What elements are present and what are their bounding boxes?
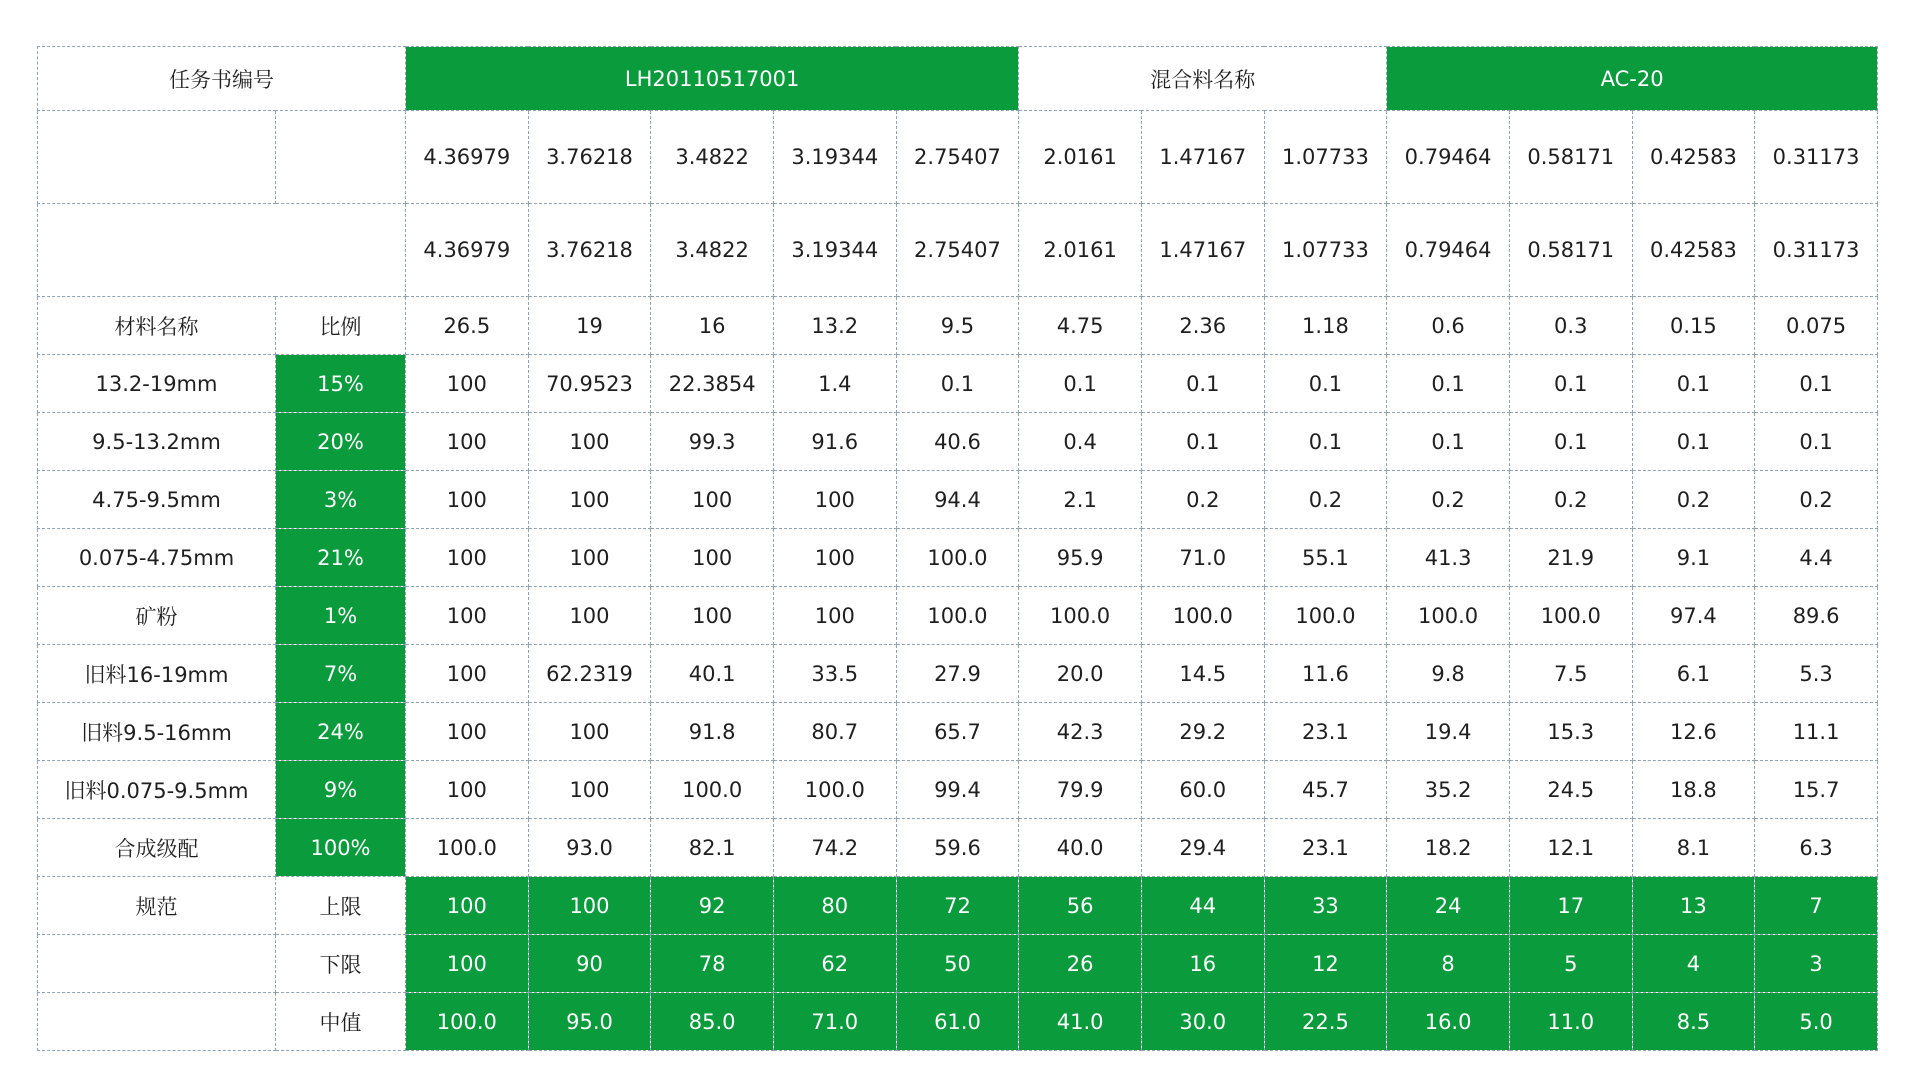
- material-name: 旧料9.5-16mm: [38, 703, 276, 761]
- passing-percent-cell[interactable]: 0.2: [1509, 471, 1632, 529]
- passing-percent-cell[interactable]: 70.9523: [528, 355, 651, 413]
- material-row: [38, 645, 1878, 703]
- sieve-size-cell: 26.5: [406, 297, 529, 355]
- spec-value-cell: 80: [773, 877, 896, 935]
- passing-percent-cell[interactable]: 35.2: [1387, 761, 1510, 819]
- spec-value-cell: 13: [1632, 877, 1755, 935]
- spec-value-cell: 85.0: [651, 993, 774, 1051]
- passing-percent-cell[interactable]: 79.9: [1019, 761, 1142, 819]
- passing-percent-cell[interactable]: 19.4: [1387, 703, 1510, 761]
- ratio-header: 比例: [276, 297, 406, 355]
- passing-percent-cell[interactable]: 100: [773, 587, 896, 645]
- passing-percent-cell[interactable]: 45.7: [1264, 761, 1387, 819]
- material-name-header: 材料名称: [38, 297, 276, 355]
- coefficient-cell[interactable]: 0.42583: [1632, 204, 1755, 297]
- sieve-size-cell: 9.5: [896, 297, 1019, 355]
- passing-percent-cell[interactable]: 20.0: [1019, 645, 1142, 703]
- material-row: [38, 703, 1878, 761]
- sieve-size-cell: 19: [528, 297, 651, 355]
- passing-percent-cell[interactable]: 40.1: [651, 645, 774, 703]
- passing-percent-cell[interactable]: 99.3: [651, 413, 774, 471]
- composite-value-cell: 74.2: [773, 819, 896, 877]
- passing-percent-cell[interactable]: 0.1: [1019, 355, 1142, 413]
- material-ratio[interactable]: 3%: [276, 471, 406, 529]
- sieve-size-cell: 0.3: [1509, 297, 1632, 355]
- spec-row: [38, 935, 1878, 993]
- coefficient-cell[interactable]: 0.31173: [1755, 111, 1878, 204]
- composite-value-cell: 100.0: [406, 819, 529, 877]
- spec-value-cell: 5.0: [1755, 993, 1878, 1051]
- passing-percent-cell[interactable]: 14.5: [1141, 645, 1264, 703]
- sieve-size-cell: 0.075: [1755, 297, 1878, 355]
- passing-percent-cell[interactable]: 18.8: [1632, 761, 1755, 819]
- coefficient-cell[interactable]: 2.75407: [896, 204, 1019, 297]
- spec-value-cell: 5: [1509, 935, 1632, 993]
- passing-percent-cell[interactable]: 100: [406, 703, 529, 761]
- material-name: 13.2-19mm: [38, 355, 276, 413]
- passing-percent-cell[interactable]: 0.1: [1509, 413, 1632, 471]
- passing-percent-cell[interactable]: 100: [651, 471, 774, 529]
- passing-percent-cell[interactable]: 100: [406, 761, 529, 819]
- task-number-label: 任务书编号: [38, 47, 406, 111]
- material-ratio[interactable]: 7%: [276, 645, 406, 703]
- passing-percent-cell[interactable]: 100.0: [896, 587, 1019, 645]
- passing-percent-cell[interactable]: 29.2: [1141, 703, 1264, 761]
- passing-percent-cell[interactable]: 0.2: [1141, 471, 1264, 529]
- passing-percent-cell[interactable]: 0.2: [1755, 471, 1878, 529]
- spec-value-cell: 8.5: [1632, 993, 1755, 1051]
- passing-percent-cell[interactable]: 27.9: [896, 645, 1019, 703]
- coefficient-cell[interactable]: 0.31173: [1755, 204, 1878, 297]
- empty-cell: [38, 935, 276, 993]
- sieve-size-cell: 0.6: [1387, 297, 1510, 355]
- passing-percent-cell[interactable]: 0.1: [1755, 355, 1878, 413]
- material-ratio[interactable]: 15%: [276, 355, 406, 413]
- spec-value-cell: 22.5: [1264, 993, 1387, 1051]
- passing-percent-cell[interactable]: 65.7: [896, 703, 1019, 761]
- passing-percent-cell[interactable]: 7.5: [1509, 645, 1632, 703]
- passing-percent-cell[interactable]: 100: [528, 761, 651, 819]
- passing-percent-cell[interactable]: 40.6: [896, 413, 1019, 471]
- composite-value-cell: 93.0: [528, 819, 651, 877]
- passing-percent-cell[interactable]: 0.1: [1141, 413, 1264, 471]
- empty-cell: [38, 204, 406, 297]
- composite-value-cell: 18.2: [1387, 819, 1510, 877]
- passing-percent-cell[interactable]: 0.1: [896, 355, 1019, 413]
- coefficient-cell[interactable]: 0.58171: [1509, 111, 1632, 204]
- spec-value-cell: 26: [1019, 935, 1142, 993]
- passing-percent-cell[interactable]: 0.1: [1509, 355, 1632, 413]
- material-ratio[interactable]: 1%: [276, 587, 406, 645]
- passing-percent-cell[interactable]: 99.4: [896, 761, 1019, 819]
- composite-name: 合成级配: [38, 819, 276, 877]
- material-row: [38, 587, 1878, 645]
- passing-percent-cell[interactable]: 15.3: [1509, 703, 1632, 761]
- composite-ratio: 100%: [276, 819, 406, 877]
- material-row: [38, 529, 1878, 587]
- passing-percent-cell[interactable]: 12.6: [1632, 703, 1755, 761]
- empty-cell: [38, 993, 276, 1051]
- spec-value-cell: 24: [1387, 877, 1510, 935]
- coefficient-cell[interactable]: 1.47167: [1141, 111, 1264, 204]
- material-name: 9.5-13.2mm: [38, 413, 276, 471]
- passing-percent-cell[interactable]: 6.1: [1632, 645, 1755, 703]
- material-row: [38, 761, 1878, 819]
- passing-percent-cell[interactable]: 100: [528, 587, 651, 645]
- passing-percent-cell[interactable]: 100: [651, 529, 774, 587]
- spec-value-cell: 33: [1264, 877, 1387, 935]
- coefficient-cell[interactable]: 1.47167: [1141, 204, 1264, 297]
- material-ratio[interactable]: 21%: [276, 529, 406, 587]
- material-row: [38, 413, 1878, 471]
- coefficient-cell[interactable]: 0.79464: [1387, 204, 1510, 297]
- composite-value-cell: 59.6: [896, 819, 1019, 877]
- spec-value-cell: 56: [1019, 877, 1142, 935]
- passing-percent-cell[interactable]: 24.5: [1509, 761, 1632, 819]
- coefficient-cell[interactable]: 3.4822: [651, 204, 774, 297]
- mix-name-label: 混合料名称: [1019, 47, 1387, 111]
- passing-percent-cell[interactable]: 80.7: [773, 703, 896, 761]
- passing-percent-cell[interactable]: 42.3: [1019, 703, 1142, 761]
- spec-value-cell: 100: [406, 877, 529, 935]
- passing-percent-cell[interactable]: 100: [406, 355, 529, 413]
- passing-percent-cell[interactable]: 0.2: [1632, 471, 1755, 529]
- sieve-size-cell: 0.15: [1632, 297, 1755, 355]
- material-row: [38, 355, 1878, 413]
- passing-percent-cell[interactable]: 41.3: [1387, 529, 1510, 587]
- spec-value-cell: 44: [1141, 877, 1264, 935]
- passing-percent-cell[interactable]: 22.3854: [651, 355, 774, 413]
- spec-row: [38, 877, 1878, 935]
- spec-row: [38, 993, 1878, 1051]
- gradation-table: [37, 46, 1878, 1051]
- passing-percent-cell[interactable]: 100: [528, 703, 651, 761]
- composite-value-cell: 82.1: [651, 819, 774, 877]
- spec-value-cell: 41.0: [1019, 993, 1142, 1051]
- composite-value-cell: 12.1: [1509, 819, 1632, 877]
- coefficient-cell[interactable]: 3.19344: [773, 111, 896, 204]
- spec-value-cell: 30.0: [1141, 993, 1264, 1051]
- spec-value-cell: 78: [651, 935, 774, 993]
- coefficient-cell[interactable]: 3.76218: [528, 204, 651, 297]
- passing-percent-cell[interactable]: 100: [528, 471, 651, 529]
- spec-value-cell: 12: [1264, 935, 1387, 993]
- spec-value-cell: 50: [896, 935, 1019, 993]
- passing-percent-cell[interactable]: 4.4: [1755, 529, 1878, 587]
- coefficient-cell[interactable]: 4.36979: [406, 204, 529, 297]
- coefficient-cell[interactable]: 2.0161: [1019, 111, 1142, 204]
- material-row: [38, 471, 1878, 529]
- passing-percent-cell[interactable]: 89.6: [1755, 587, 1878, 645]
- passing-percent-cell[interactable]: 100: [773, 529, 896, 587]
- passing-percent-cell[interactable]: 55.1: [1264, 529, 1387, 587]
- passing-percent-cell[interactable]: 0.2: [1387, 471, 1510, 529]
- passing-percent-cell[interactable]: 100.0: [1019, 587, 1142, 645]
- passing-percent-cell[interactable]: 9.1: [1632, 529, 1755, 587]
- spec-value-cell: 8: [1387, 935, 1510, 993]
- spec-row-label: 上限: [276, 877, 406, 935]
- spec-value-cell: 90: [528, 935, 651, 993]
- passing-percent-cell[interactable]: 100: [406, 413, 529, 471]
- spec-value-cell: 71.0: [773, 993, 896, 1051]
- task-number-value[interactable]: LH20110517001: [406, 47, 1019, 111]
- spec-value-cell: 3: [1755, 935, 1878, 993]
- passing-percent-cell[interactable]: 0.1: [1632, 355, 1755, 413]
- passing-percent-cell[interactable]: 21.9: [1509, 529, 1632, 587]
- passing-percent-cell[interactable]: 100.0: [1264, 587, 1387, 645]
- composite-value-cell: 23.1: [1264, 819, 1387, 877]
- coefficient-cell[interactable]: 0.42583: [1632, 111, 1755, 204]
- passing-percent-cell[interactable]: 100.0: [1509, 587, 1632, 645]
- passing-percent-cell[interactable]: 0.4: [1019, 413, 1142, 471]
- coefficient-cell[interactable]: 3.19344: [773, 204, 896, 297]
- spec-row-label: 中值: [276, 993, 406, 1051]
- coefficient-cell[interactable]: 1.07733: [1264, 111, 1387, 204]
- sieve-size-cell: 1.18: [1264, 297, 1387, 355]
- spec-value-cell: 7: [1755, 877, 1878, 935]
- passing-percent-cell[interactable]: 100: [406, 587, 529, 645]
- spec-value-cell: 11.0: [1509, 993, 1632, 1051]
- passing-percent-cell[interactable]: 100: [528, 529, 651, 587]
- passing-percent-cell[interactable]: 62.2319: [528, 645, 651, 703]
- material-ratio[interactable]: 9%: [276, 761, 406, 819]
- spec-value-cell: 61.0: [896, 993, 1019, 1051]
- passing-percent-cell[interactable]: 0.1: [1755, 413, 1878, 471]
- spec-value-cell: 100: [406, 935, 529, 993]
- coefficient-cell[interactable]: 4.36979: [406, 111, 529, 204]
- passing-percent-cell[interactable]: 9.8: [1387, 645, 1510, 703]
- passing-percent-cell[interactable]: 23.1: [1264, 703, 1387, 761]
- passing-percent-cell[interactable]: 0.1: [1141, 355, 1264, 413]
- passing-percent-cell[interactable]: 33.5: [773, 645, 896, 703]
- spec-value-cell: 100.0: [406, 993, 529, 1051]
- passing-percent-cell[interactable]: 94.4: [896, 471, 1019, 529]
- composite-gradation-row: [38, 819, 1878, 877]
- material-name: 0.075-4.75mm: [38, 529, 276, 587]
- passing-percent-cell[interactable]: 5.3: [1755, 645, 1878, 703]
- passing-percent-cell[interactable]: 100.0: [651, 761, 774, 819]
- header-row: [38, 47, 1878, 111]
- spec-value-cell: 95.0: [528, 993, 651, 1051]
- composite-value-cell: 6.3: [1755, 819, 1878, 877]
- passing-percent-cell[interactable]: 0.1: [1387, 413, 1510, 471]
- passing-percent-cell[interactable]: 60.0: [1141, 761, 1264, 819]
- passing-percent-cell[interactable]: 100: [773, 471, 896, 529]
- spec-value-cell: 72: [896, 877, 1019, 935]
- passing-percent-cell[interactable]: 100.0: [773, 761, 896, 819]
- passing-percent-cell[interactable]: 15.7: [1755, 761, 1878, 819]
- sieve-size-cell: 4.75: [1019, 297, 1142, 355]
- passing-percent-cell[interactable]: 100: [406, 645, 529, 703]
- coefficient-cell[interactable]: 0.79464: [1387, 111, 1510, 204]
- spec-value-cell: 4: [1632, 935, 1755, 993]
- passing-percent-cell[interactable]: 100: [651, 587, 774, 645]
- sieve-size-cell: 16: [651, 297, 774, 355]
- material-name: 旧料16-19mm: [38, 645, 276, 703]
- passing-percent-cell[interactable]: 100.0: [1387, 587, 1510, 645]
- material-ratio[interactable]: 24%: [276, 703, 406, 761]
- empty-cell: [276, 111, 406, 204]
- spec-value-cell: 100: [528, 877, 651, 935]
- passing-percent-cell[interactable]: 11.6: [1264, 645, 1387, 703]
- sieve-size-cell: 13.2: [773, 297, 896, 355]
- coefficient-cell[interactable]: 3.76218: [528, 111, 651, 204]
- passing-percent-cell[interactable]: 91.8: [651, 703, 774, 761]
- passing-percent-cell[interactable]: 100.0: [896, 529, 1019, 587]
- passing-percent-cell[interactable]: 0.1: [1264, 355, 1387, 413]
- passing-percent-cell[interactable]: 100: [528, 413, 651, 471]
- passing-percent-cell[interactable]: 91.6: [773, 413, 896, 471]
- coefficient-row-b: [38, 204, 1878, 297]
- mix-name-value[interactable]: AC-20: [1387, 47, 1878, 111]
- passing-percent-cell[interactable]: 100: [406, 529, 529, 587]
- passing-percent-cell[interactable]: 11.1: [1755, 703, 1878, 761]
- material-name: 旧料0.075-9.5mm: [38, 761, 276, 819]
- coefficient-cell[interactable]: 2.75407: [896, 111, 1019, 204]
- material-name: 4.75-9.5mm: [38, 471, 276, 529]
- material-ratio[interactable]: 20%: [276, 413, 406, 471]
- passing-percent-cell[interactable]: 1.4: [773, 355, 896, 413]
- coefficient-cell[interactable]: 0.58171: [1509, 204, 1632, 297]
- passing-percent-cell[interactable]: 95.9: [1019, 529, 1142, 587]
- composite-value-cell: 40.0: [1019, 819, 1142, 877]
- coefficient-cell[interactable]: 3.4822: [651, 111, 774, 204]
- spec-row-label: 下限: [276, 935, 406, 993]
- spec-value-cell: 17: [1509, 877, 1632, 935]
- passing-percent-cell[interactable]: 2.1: [1019, 471, 1142, 529]
- spec-value-cell: 16.0: [1387, 993, 1510, 1051]
- passing-percent-cell[interactable]: 0.1: [1632, 413, 1755, 471]
- coefficient-cell[interactable]: 1.07733: [1264, 204, 1387, 297]
- sieve-size-header-row: [38, 297, 1878, 355]
- material-name: 矿粉: [38, 587, 276, 645]
- coefficient-row-a: [38, 111, 1878, 204]
- passing-percent-cell[interactable]: 0.1: [1387, 355, 1510, 413]
- spec-label: 规范: [38, 877, 276, 935]
- passing-percent-cell[interactable]: 100: [406, 471, 529, 529]
- passing-percent-cell[interactable]: 97.4: [1632, 587, 1755, 645]
- empty-cell: [38, 111, 276, 204]
- passing-percent-cell[interactable]: 0.1: [1264, 413, 1387, 471]
- spec-value-cell: 16: [1141, 935, 1264, 993]
- passing-percent-cell[interactable]: 0.2: [1264, 471, 1387, 529]
- passing-percent-cell[interactable]: 100.0: [1141, 587, 1264, 645]
- spec-value-cell: 62: [773, 935, 896, 993]
- sieve-size-cell: 2.36: [1141, 297, 1264, 355]
- composite-value-cell: 8.1: [1632, 819, 1755, 877]
- passing-percent-cell[interactable]: 71.0: [1141, 529, 1264, 587]
- spec-value-cell: 92: [651, 877, 774, 935]
- coefficient-cell[interactable]: 2.0161: [1019, 204, 1142, 297]
- composite-value-cell: 29.4: [1141, 819, 1264, 877]
